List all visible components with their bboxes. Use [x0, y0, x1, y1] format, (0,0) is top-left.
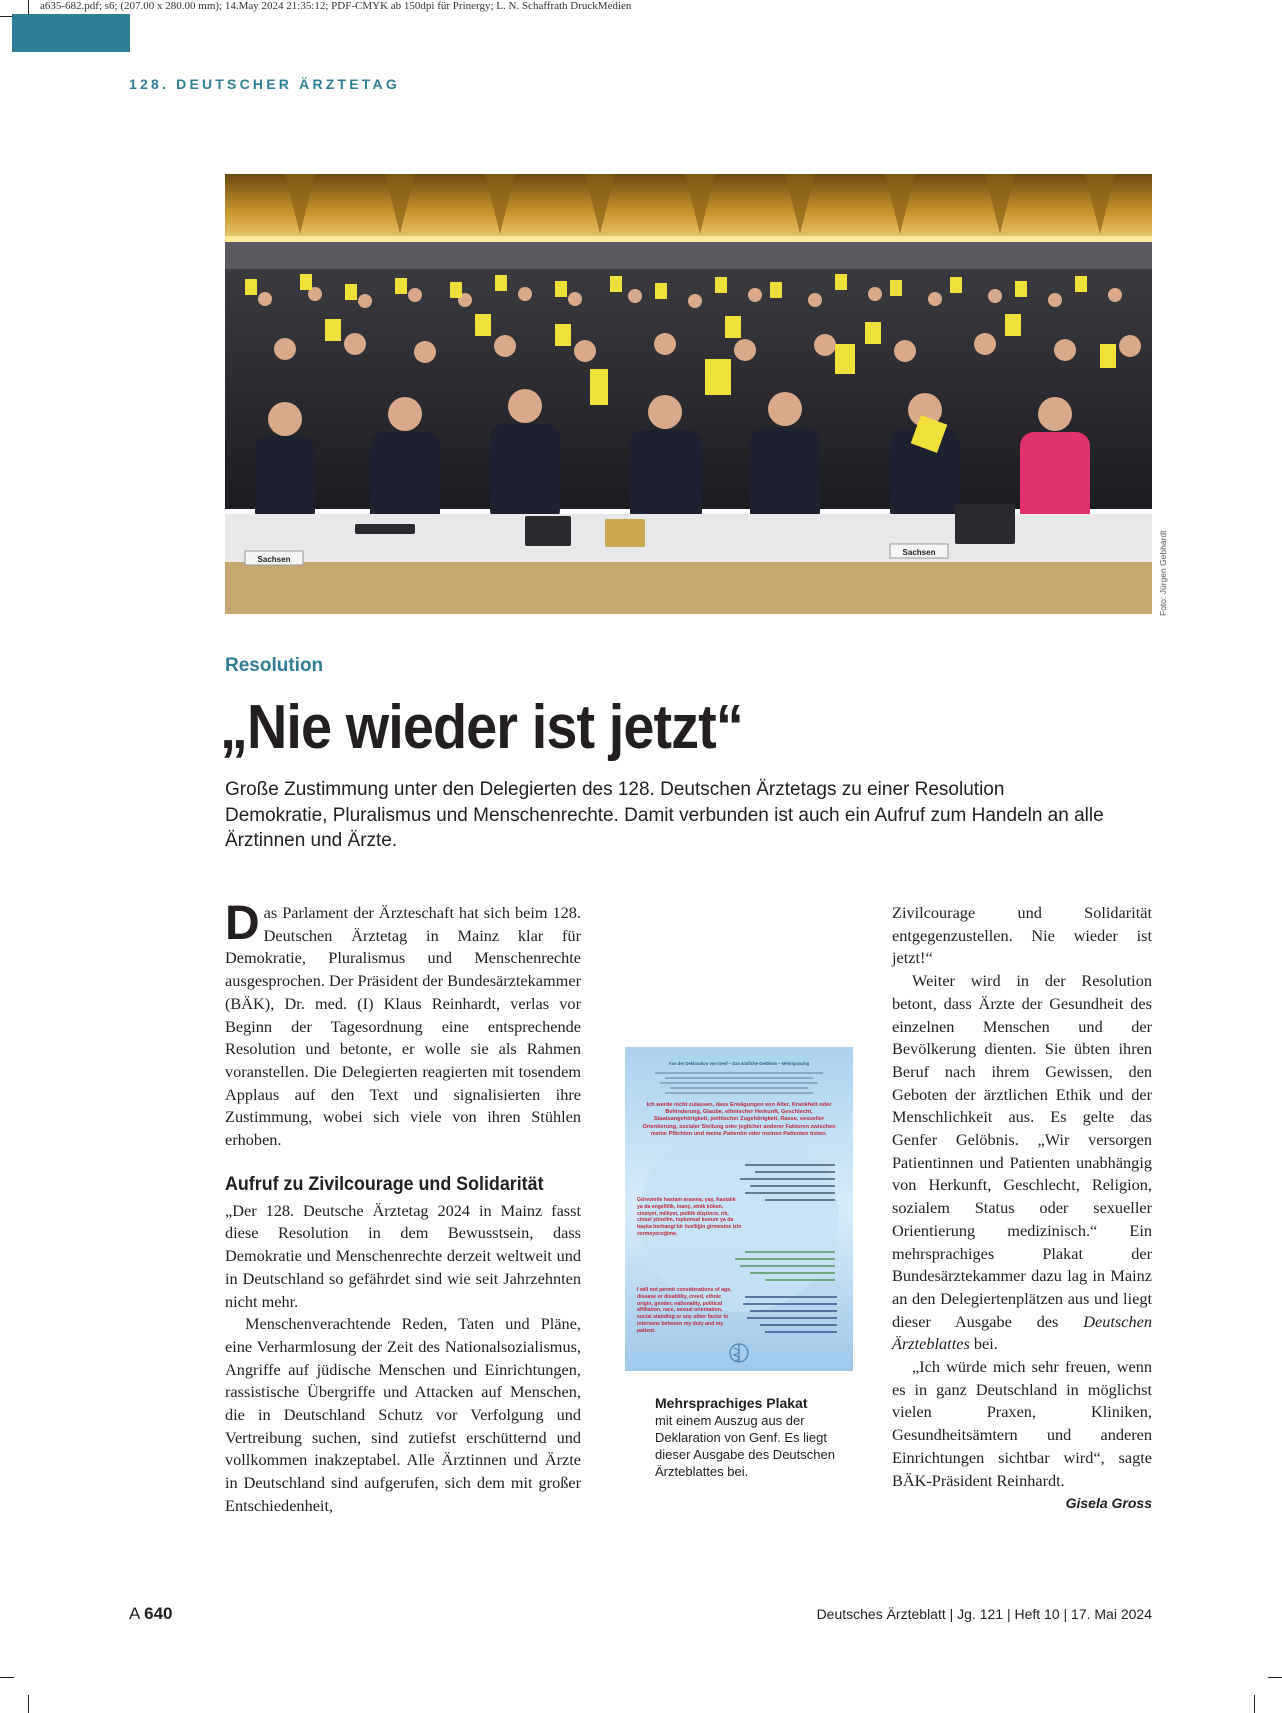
publication-footer: Deutsches Ärzteblatt | Jg. 121 | Heft 10 | 17. Mai 2024	[816, 1606, 1152, 1622]
poster-german-text: Ich werde nicht zulassen, dass Erwägungen von Alter, Krankheit oder Behinderung, Glaube, ethnischer Herkunft, Geschlecht, Staatsangehörigkeit, politischer Zugehörigkeit, Rasse, sexueller Orientierung, sozialer Stellung oder jeglicher anderer Faktoren zwischen meine Pflichten und meine Patientin oder meinen Patienten treten.	[642, 1102, 836, 1137]
poster-caption	[655, 1395, 855, 1480]
print-info: a635-682.pdf; s6; (207.00 x 280.00 mm); 14.May 2024 21:35:12; PDF-CMYK ab 150dpi für Prinergy; L. N. Schaffrath DruckMedien	[40, 0, 632, 12]
caption-title: Mehrsprachiges Plakat	[655, 1395, 808, 1411]
article-subhead: Aufruf zu Zivilcourage und Solidarität	[225, 1173, 544, 1195]
crop-mark	[1254, 1695, 1255, 1713]
article-paragraph-end: bei.	[969, 1334, 998, 1354]
crop-mark	[28, 1695, 29, 1713]
poster-header: Aus der Deklaration von Genf – Das ärztliche Gelöbnis – Mehrsprachig	[668, 1061, 810, 1066]
article-paragraph: „Der 128. Deutsche Ärztetag 2024 in Mainz fasst diese Resolution in dem Bewusstsein, dass Demokratie und Menschenrechte derzeit weltweit und in Deutschland so gefährdet sind wie seit Jahrzehnten nicht mehr.	[225, 1200, 581, 1311]
page-number	[129, 1604, 173, 1624]
article-paragraph: Menschenverachtende Reden, Taten und Pläne, eine Verharmlosung der Zeit des Nationalsozialismus, Angriffe auf jüdische Menschen und Einrichtungen, rassistische Übergriffe und Attacken auf Menschen, die in Deutschland Schutz vor Verfolgung und Vertreibung suchen, sind zutiefst erschütternd und vollkommen inakzeptabel. Alle Ärztinnen und Ärzte in Deutschland sind aufgerufen, sich dem mit großer Entschiedenheit,	[225, 1314, 581, 1515]
article-column-1	[225, 897, 581, 1518]
article-column-3	[892, 902, 1152, 1515]
poster-english-text: I will not permit considerations of age, disease or disability, creed, ethnic origin, gender, nationality, political affiliation, race, sexual orientation, social standing or any other factor to intervene between my duty and my patient.	[637, 1287, 732, 1334]
article-headline: „Nie wieder ist jetzt“	[220, 693, 743, 762]
crop-mark	[1268, 1677, 1282, 1678]
crop-mark	[0, 16, 12, 17]
article-paragraph: Zivilcourage und Solidarität entgegenzustellen. Nie wieder ist jetzt!“	[892, 903, 1152, 968]
author-byline: Gisela Gross	[1065, 1495, 1152, 1512]
article-paragraph: as Parlament der Ärzteschaft hat sich beim 128. Deutschen Ärztetag in Mainz klar für Demokratie, Pluralismus und Menschenrechte ausgesprochen. Der Präsident der Bundesärztekammer (BÄK), Dr. med. (I) Klaus Reinhardt, verlas vor Beginn der Tagesordnung eine entsprechende Resolution und betonte, er wolle sie als Rahmen voranstellen. Die Delegierten reagierten mit tosendem Applaus auf den Text und signalisierten ihre Zustimmung, wobei sich viele von ihren Stühlen erhoben.	[225, 903, 581, 1150]
poster-turkish-text: Görevimle hastam arasına; yaş, hastalık ya da engellilik, inanç, etnik köken, cinsiyet, milliyet, politik düşünce, ırk, cinsel yönelim, toplumsal konum ya da başka herhangi bir özelliğin girmesine izin vermeyeceğime.	[637, 1197, 742, 1237]
photo-credit: Foto: Jürgen Gebhardt	[1158, 530, 1168, 616]
folio-number: 640	[144, 1604, 173, 1623]
section-color-bar	[12, 14, 130, 52]
table-sign: Sachsen	[257, 555, 291, 564]
article-kicker: Resolution	[225, 655, 324, 676]
drop-cap: D	[225, 897, 260, 950]
section-label: 128. DEUTSCHER ÄRZTETAG	[129, 76, 400, 92]
crop-mark	[0, 1677, 14, 1678]
folio-prefix: A	[129, 1604, 140, 1623]
caption-text: mit einem Auszug aus der Deklaration von Genf. Es liegt dieser Ausgabe des Deutschen Ärzteblattes bei.	[655, 1413, 835, 1479]
article-lead: Große Zustimmung unter den Delegierten des 128. Deutschen Ärztetags zu einer Resolution Demokratie, Pluralismus und Menschenrechte. Damit verbunden ist auch ein Aufruf zum Handeln an alle Ärztinnen und Ärzte.	[225, 779, 1104, 851]
article-paragraph: „Ich würde mich sehr freuen, wenn es in ganz Deutschland in möglichst vielen Praxen, Kliniken, Gesundheitsämtern und anderen Einrichtungen sichtbar wird“, sagte BÄK-Präsident Reinhardt.	[892, 1357, 1152, 1490]
table-sign: Sachsen	[902, 548, 936, 557]
poster-image	[625, 1047, 853, 1371]
conference-photo	[225, 174, 1152, 614]
article-paragraph: Weiter wird in der Resolution betont, dass Ärzte der Gesundheit des einzelnen Menschen und der Bevölkerung dienten. Sie übten ihren Beruf nach ihrem Gewissen, den Geboten der ärztlichen Ethik und der Menschlichkeit aus. Es gelte das Genfer Gelöbnis. „Wir versorgen Patientinnen und Patienten unabhängig von Herkunft, Geschlecht, Religion, sozialem Status oder sexueller Orientierung medizinisch.“ Ein mehrsprachiges Plakat der Bundesärztekammer dazu lag in Mainz an den Delegiertenplätzen aus und liegt dieser Ausgabe des	[892, 971, 1152, 1331]
publication-name: Deutschen Ärzteblattes	[892, 1311, 1152, 1354]
